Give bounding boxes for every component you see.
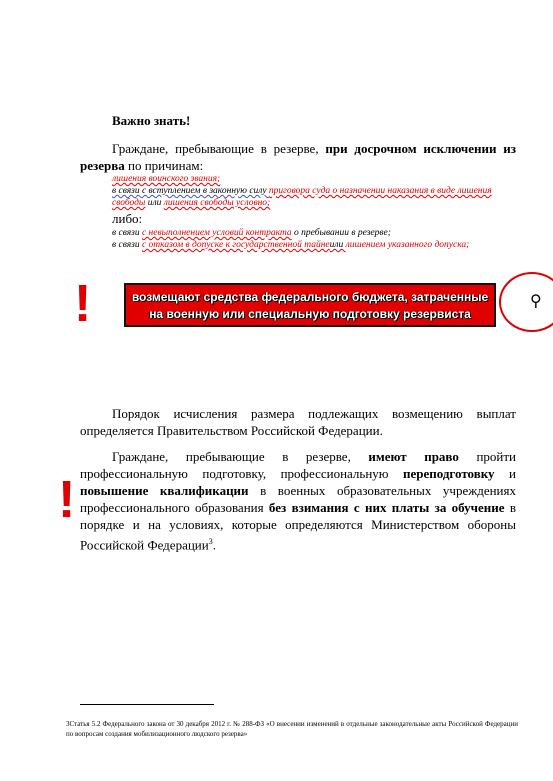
reason-3-part-a: в связи [112, 228, 142, 238]
rights-text-e: и [494, 466, 516, 481]
intro-paragraph [80, 140, 516, 174]
rights-paragraph [80, 448, 516, 553]
rights-bold-f: повышение квалификации [80, 483, 249, 498]
banner-line-1: возмещают средства федерального бюджета, затраченные [131, 290, 489, 304]
rights-bold-d: переподготовку [402, 466, 495, 481]
reason-3-part-b: с невыполнением условий контракта [141, 228, 292, 238]
banner-line-2: на военную или специальную подготовку резервиста [149, 307, 471, 321]
reason-2-part-b: приговора суда о назначении наказания в виде лишения свободы [112, 186, 492, 208]
reason-2 [112, 185, 520, 209]
intro-text: Граждане, пребывающие в резерве, [112, 141, 326, 156]
reasons-group-1 [80, 173, 520, 209]
rights-bold-b: имеют право [368, 449, 459, 464]
reason-4-part-a: в связи [112, 240, 142, 250]
footnote: 3Статья 5.2 Федерального закона от 30 декабря 2012 г. № 288-ФЗ «О внесении изменений в отдельные законодательные акты Российской Федерации по вопросам создания мобилизационного людского резерва» [66, 720, 518, 738]
highlight-circle [499, 272, 553, 332]
rights-text-g: в военных образовательных учреждениях профессионального образования [80, 483, 516, 515]
intro-end-text: по причинам: [124, 158, 204, 173]
exclamation-icon-2: ! [58, 471, 76, 529]
reason-3 [112, 227, 520, 239]
reason-3-part-c: о пребывании в резерве; [291, 228, 391, 238]
footnote-ref[interactable]: 3 [208, 537, 213, 546]
reason-4-part-b: с отказом в допуске к государственной тайне [141, 240, 330, 250]
rights-end: . [212, 537, 216, 553]
reason-2-part-c: или [145, 198, 164, 208]
reason-4-part-d: лишением указанного допуска; [345, 240, 470, 250]
intro-bold-text: при досрочном исключении из резерва [80, 141, 516, 173]
rights-text-a: Граждане, пребывающие в резерве, [112, 449, 369, 464]
rights-bold-h: без взимания с них платы за обучение [268, 500, 505, 515]
either-label: либо: [112, 211, 143, 226]
reason-2-part-a: в связи с вступлением в законную силу [112, 186, 269, 196]
reason-4-part-c: или [329, 240, 346, 250]
footnote-separator [80, 704, 214, 705]
rights-text-i: в порядке и на условиях, которые определяются Министерством обороны Российской Федерации [80, 500, 516, 553]
lens-icon: ⚲ [530, 291, 542, 310]
reason-1: лишения воинского звания; [112, 174, 221, 184]
warning-banner [124, 283, 496, 327]
reason-2-part-d: лишения свободы условно; [163, 198, 271, 208]
reason-4 [112, 239, 520, 251]
procedure-paragraph: Порядок исчисления размера подлежащих возмещению выплат определяется Правительством Российской Федерации. [80, 406, 516, 438]
exclamation-icon: ! [74, 275, 92, 333]
rights-text-c: пройти профессиональную подготовку, профессиональную [80, 449, 516, 481]
heading: Важно знать! [112, 113, 191, 128]
reasons-group-2 [80, 227, 520, 251]
